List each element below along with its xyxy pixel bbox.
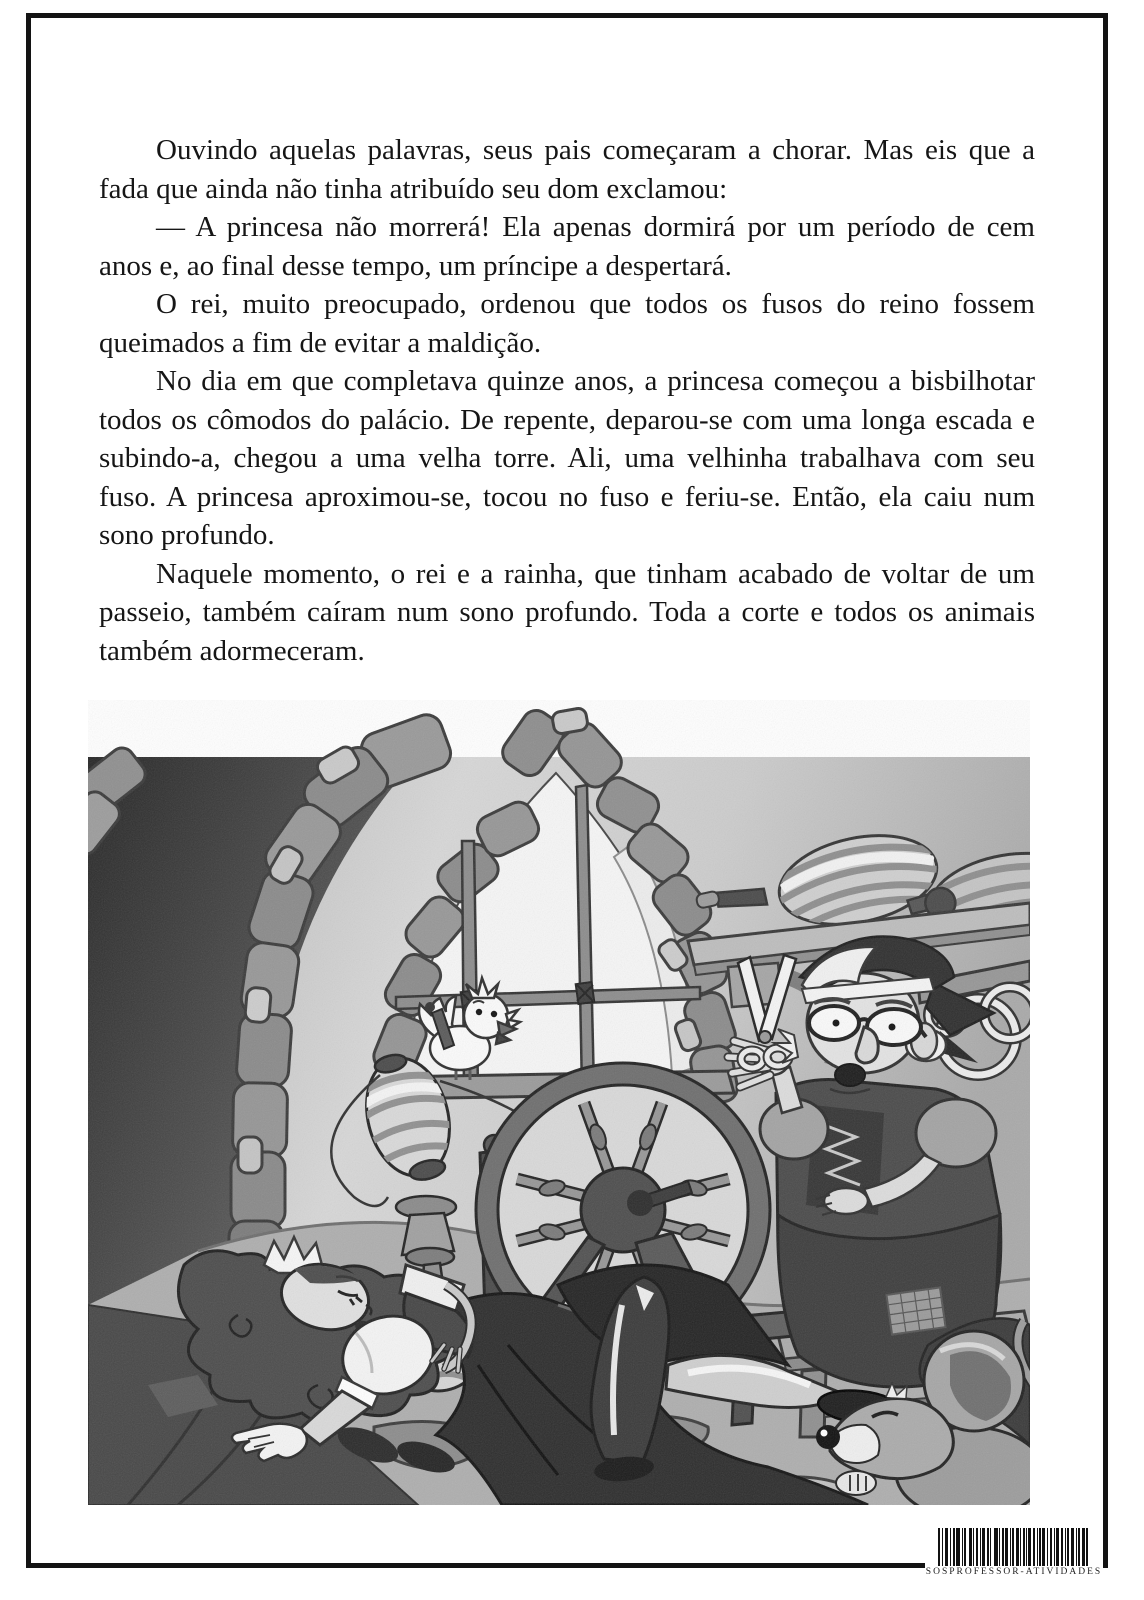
story-paragraph: No dia em que completava quinze anos, a princesa começou a bisbilhotar todos os cômodos do palácio. De repente, deparou-se com uma longa escada e subindo-a, chegou a uma velha torre. Ali, uma velhinha trabalhava com seu fuso. A princesa aproximou-se, tocou no fuso e feriu-se. Então, ela caiu num sono profundo. bbox=[99, 365, 1035, 551]
barcode bbox=[925, 1528, 1103, 1592]
story-text bbox=[99, 131, 1035, 670]
story-paragraph: Ouvindo aquelas palavras, seus pais começaram a chorar. Mas eis que a fada que ainda não tinha atribuído seu dom exclamou: bbox=[99, 134, 1035, 205]
story-paragraph: Naquele momento, o rei e a rainha, que tinham acabado de voltar de um passeio, também caíram num sono profundo. Toda a corte e todos os animais também adormeceram. bbox=[99, 557, 1035, 667]
barcode-bars bbox=[938, 1528, 1090, 1566]
barcode-label: SOSPROFESSOR-ATIVIDADES bbox=[925, 1567, 1103, 1577]
story-paragraph: O rei, muito preocupado, ordenou que todos os fusos do reino fossem queimados a fim de evitar a maldição. bbox=[99, 288, 1035, 359]
story-paragraph: — A princesa não morrerá! Ela apenas dormirá por um período de cem anos e, ao final desse tempo, um príncipe a despertará. bbox=[99, 211, 1035, 282]
storybook-illustration bbox=[88, 700, 1030, 1505]
